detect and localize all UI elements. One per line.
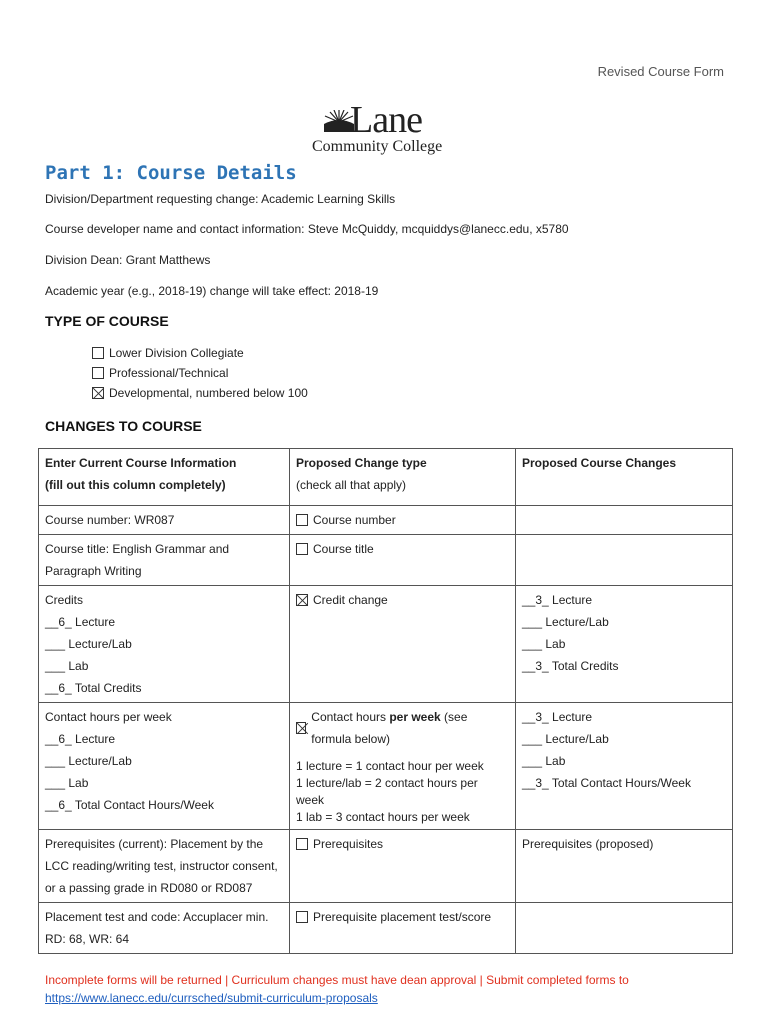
lane-logo — [312, 100, 462, 160]
checkbox-icon[interactable] — [296, 911, 308, 923]
page-title: Part 1: Course Details — [45, 162, 297, 184]
col3-header: Proposed Course Changes — [522, 456, 677, 470]
placement-current: Placement test and code: Accuplacer min. RD: 68, WR: 64 — [39, 903, 290, 954]
footer-text: Incomplete forms will be returned | Curriculum changes must have dean approval | Submit completed forms to — [45, 973, 629, 987]
footer-notice — [45, 971, 629, 1007]
prerequisites-checkbox[interactable]: Prerequisites — [296, 833, 509, 855]
proposed-credits-lecture: __3_ Lecture — [522, 593, 593, 607]
checked-checkbox-icon[interactable] — [92, 387, 104, 399]
contact-hours-label: Contact hours per week — [45, 710, 172, 724]
course-title-current: Course title: English Grammar and Paragraph Writing — [39, 535, 290, 586]
col1-subheader: (fill out this column completely) — [45, 478, 226, 492]
credits-lecture-lab: ___ Lecture/Lab — [45, 637, 132, 651]
credits-lab: ___ Lab — [45, 659, 89, 673]
checkbox-icon[interactable] — [296, 838, 308, 850]
prerequisites-current: Prerequisites (current): Placement by the LCC reading/writing test, instructor consent, or a passing grade in RD080 or RD087 — [39, 830, 290, 903]
placement-proposed[interactable] — [516, 903, 733, 954]
form-label: Revised Course Form — [597, 64, 724, 79]
col1-header: Enter Current Course Information — [45, 456, 237, 470]
contact-lecture: __6_ Lecture — [45, 732, 116, 746]
type-option-professional[interactable]: Professional/Technical — [92, 366, 228, 380]
logo-name: Lane — [350, 99, 422, 141]
checkbox-icon[interactable] — [296, 543, 308, 555]
proposed-credits-lab: ___ Lab — [522, 637, 566, 651]
prerequisites-proposed[interactable]: Prerequisites (proposed) — [516, 830, 733, 903]
checked-checkbox-icon[interactable] — [296, 722, 306, 734]
table-row — [39, 903, 733, 954]
checkbox-icon[interactable] — [92, 347, 104, 359]
table-header-row — [39, 449, 733, 506]
table-row — [39, 703, 733, 830]
col2-subheader: (check all that apply) — [296, 478, 407, 492]
course-title-proposed[interactable] — [516, 535, 733, 586]
type-of-course-heading: TYPE OF COURSE — [45, 313, 169, 329]
checked-checkbox-icon[interactable] — [296, 594, 308, 606]
table-row — [39, 830, 733, 903]
course-number-current: Course number: WR087 — [39, 506, 290, 535]
proposed-credits-lecture-lab: ___ Lecture/Lab — [522, 615, 609, 629]
credits-lecture: __6_ Lecture — [45, 615, 116, 629]
year-line: Academic year (e.g., 2018-19) change will take effect: 2018-19 — [45, 284, 379, 298]
contact-total: __6_ Total Contact Hours/Week — [45, 798, 214, 812]
checkbox-icon[interactable] — [92, 367, 104, 379]
proposed-contact-lab: ___ Lab — [522, 754, 566, 768]
changes-heading: CHANGES TO COURSE — [45, 418, 202, 434]
credits-label: Credits — [45, 593, 84, 607]
table-row — [39, 506, 733, 535]
course-title-checkbox[interactable]: Course title — [296, 538, 509, 560]
contact-lecture-lab: ___ Lecture/Lab — [45, 754, 132, 768]
type-option-lower-division[interactable]: Lower Division Collegiate — [92, 346, 244, 360]
dean-line: Division Dean: Grant Matthews — [45, 253, 211, 267]
logo-subtitle: Community College — [312, 138, 443, 155]
proposed-contact-lecture-lab: ___ Lecture/Lab — [522, 732, 609, 746]
developer-line: Course developer name and contact information: Steve McQuiddy, mcquiddys@lanecc.edu, x5780 — [45, 222, 569, 236]
checkbox-icon[interactable] — [296, 514, 308, 526]
credit-change-checkbox[interactable]: Credit change — [296, 589, 509, 611]
contact-lab: ___ Lab — [45, 776, 89, 790]
submit-proposals-link[interactable]: https://www.lanecc.edu/currsched/submit-curriculum-proposals — [45, 991, 378, 1005]
course-number-proposed[interactable] — [516, 506, 733, 535]
contact-formula: 1 lecture = 1 contact hour per week 1 lecture/lab = 2 contact hours per week 1 lab = 3 contact hours per week — [296, 759, 484, 824]
division-line: Division/Department requesting change: Academic Learning Skills — [45, 192, 396, 206]
contact-hours-checkbox[interactable]: Contact hours per week (see formula below) — [296, 706, 509, 750]
col2-header: Proposed Change type — [296, 456, 427, 470]
course-number-checkbox[interactable]: Course number — [296, 509, 509, 531]
credits-total: __6_ Total Credits — [45, 681, 142, 695]
proposed-contact-lecture: __3_ Lecture — [522, 710, 593, 724]
placement-checkbox[interactable]: Prerequisite placement test/score — [296, 906, 509, 928]
table-row — [39, 586, 733, 703]
table-row — [39, 535, 733, 586]
proposed-credits-total: __3_ Total Credits — [522, 659, 619, 673]
type-option-developmental[interactable]: Developmental, numbered below 100 — [92, 386, 308, 400]
proposed-contact-total: __3_ Total Contact Hours/Week — [522, 776, 691, 790]
changes-table — [38, 448, 733, 954]
